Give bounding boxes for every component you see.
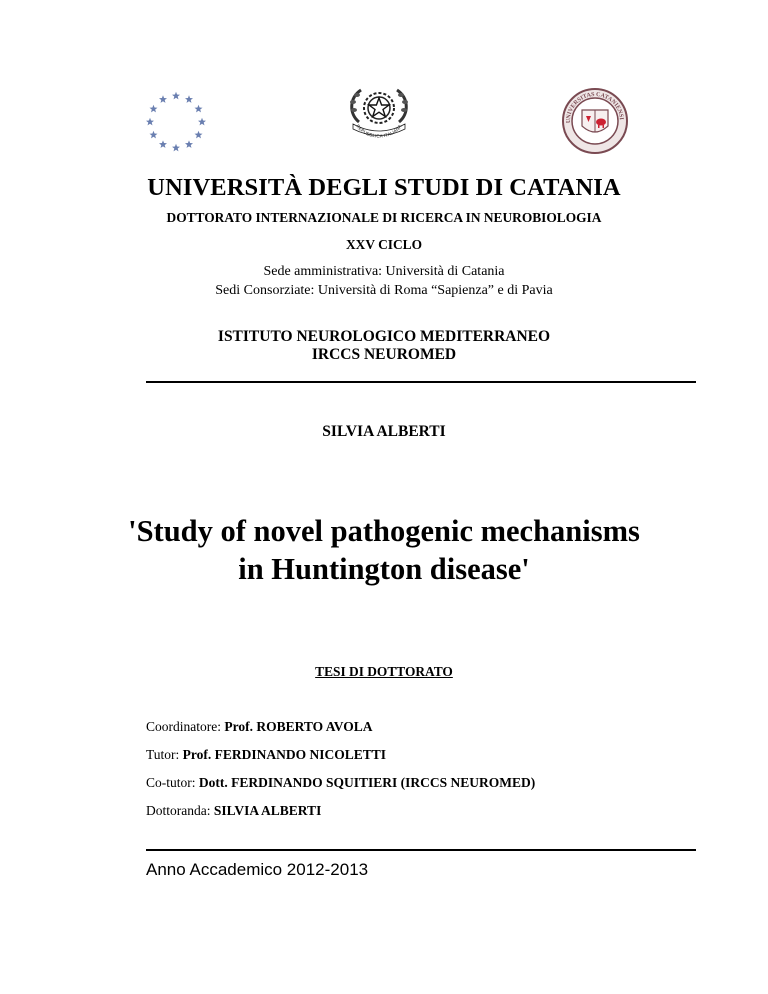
thesis-title-line2: in Huntington disease' xyxy=(238,552,530,586)
credit-role: Tutor: xyxy=(146,747,180,762)
credit-role: Co-tutor: xyxy=(146,775,196,790)
university-catania-seal xyxy=(560,86,630,156)
cycle: XXV CICLO xyxy=(345,237,422,252)
top-divider xyxy=(146,381,696,383)
credit-role: Dottoranda: xyxy=(146,803,211,818)
italian-republic-emblem xyxy=(345,84,413,140)
eu-star-icon xyxy=(185,95,193,103)
eu-star-icon xyxy=(159,95,167,103)
academic-year: Anno Accademico 2012-2013 xyxy=(146,860,369,879)
eu-star-icon xyxy=(146,118,154,126)
consortium-seats: Sedi Consorziate: Università di Roma “Sapienza” e di Pavia xyxy=(215,283,553,298)
thesis-title-line1: 'Study of novel pathogenic mechanisms xyxy=(128,514,640,548)
institute-acronym: IRCCS NEUROMED xyxy=(311,346,457,363)
eu-star-icon xyxy=(185,140,193,148)
bottom-divider xyxy=(146,849,696,851)
credit-person: SILVIA ALBERTI xyxy=(213,803,322,818)
eu-star-icon xyxy=(172,92,180,100)
eu-stars-logo xyxy=(142,88,210,156)
thesis-type xyxy=(0,664,768,680)
eu-star-icon xyxy=(149,131,157,139)
svg-text:REPUBBLICA ITALIANA: REPUBBLICA ITALIANA xyxy=(355,123,403,139)
credit-role: Coordinatore: xyxy=(146,719,221,734)
credit-person: Prof. ROBERTO AVOLA xyxy=(224,719,373,734)
credit-coordinator xyxy=(146,719,373,735)
eu-star-icon xyxy=(172,144,180,152)
eu-star-icon xyxy=(195,105,203,113)
institute-name: ISTITUTO NEUROLOGICO MEDITERRANEO xyxy=(217,328,551,345)
author-name: SILVIA ALBERTI xyxy=(322,423,446,440)
thesis-type-label: TESI DI DOTTORATO xyxy=(315,664,453,679)
eu-star-icon xyxy=(195,131,203,139)
university-name: UNIVERSITÀ DEGLI STUDI DI CATANIA xyxy=(147,174,621,201)
credit-phd-candidate xyxy=(146,803,321,819)
credit-tutor xyxy=(146,747,386,763)
eu-star-icon xyxy=(149,105,157,113)
doctorate-name: DOTTORATO INTERNAZIONALE DI RICERCA IN NEUROBIOLOGIA xyxy=(166,210,602,225)
eu-star-icon xyxy=(198,118,206,126)
credit-person: Prof. FERDINANDO NICOLETTI xyxy=(182,747,387,762)
credit-cotutor xyxy=(146,775,535,791)
admin-seat: Sede amministrativa: Università di Catania xyxy=(263,264,505,279)
svg-text:UNIVERSITAS CATANIENSIS: UNIVERSITAS CATANIENSI xyxy=(565,91,624,124)
credit-person: Dott. FERDINANDO SQUITIERI (IRCCS NEUROMED) xyxy=(198,775,536,790)
eu-star-icon xyxy=(159,140,167,148)
